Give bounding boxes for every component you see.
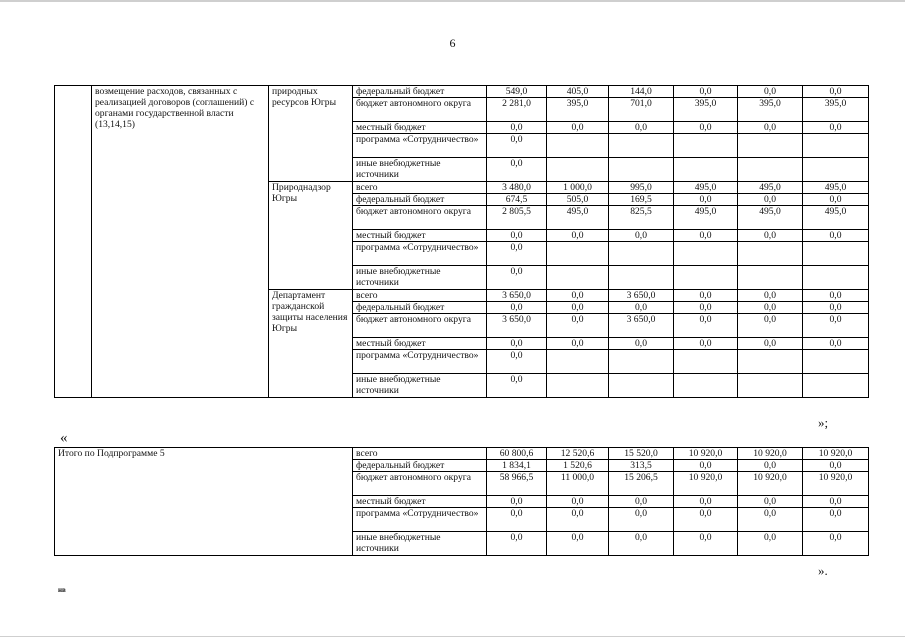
row-number-cell [55,86,92,398]
amount-cell: 1 834,1 [487,460,547,472]
amount-cell: 10 920,0 [803,448,869,460]
amount-cell: 549,0 [487,86,547,98]
amount-cell: 0,0 [803,86,869,98]
amount-cell [609,242,674,266]
amount-cell: 144,0 [609,86,674,98]
amount-cell: 1 520,6 [547,460,609,472]
amount-cell [738,134,803,158]
amount-cell [674,158,738,182]
amount-cell: 0,0 [674,230,738,242]
amount-cell: 10 920,0 [738,448,803,460]
funding-source-cell: всего [353,290,487,302]
amount-cell: 0,0 [738,508,803,532]
funding-source-cell: местный бюджет [353,122,487,134]
amount-cell: 0,0 [674,496,738,508]
amount-cell: 495,0 [803,206,869,230]
opening-quote: « [60,430,68,446]
amount-cell: 0,0 [547,338,609,350]
funding-source-cell: федеральный бюджет [353,460,487,472]
funding-source-cell: иные внебюджетные источники [353,158,487,182]
amount-cell [547,374,609,398]
amount-cell [674,266,738,290]
funding-source-cell: всего [353,448,487,460]
amount-cell: 12 520,6 [547,448,609,460]
funding-source-cell: бюджет автономного округа [353,472,487,496]
funding-source-cell: бюджет автономного округа [353,314,487,338]
amount-cell: 0,0 [487,496,547,508]
amount-cell: 674,5 [487,194,547,206]
amount-cell: 3 650,0 [487,314,547,338]
amount-cell: 0,0 [547,230,609,242]
amount-cell [674,134,738,158]
amount-cell: 1 000,0 [547,182,609,194]
amount-cell [738,374,803,398]
signature-initials: нв [58,586,66,594]
amount-cell: 0,0 [803,302,869,314]
amount-cell [609,134,674,158]
amount-cell: 0,0 [547,314,609,338]
amount-cell: 495,0 [738,206,803,230]
amount-cell: 0,0 [674,460,738,472]
funding-source-cell: федеральный бюджет [353,302,487,314]
amount-cell: 825,5 [609,206,674,230]
amount-cell: 505,0 [547,194,609,206]
amount-cell: 0,0 [487,122,547,134]
table-row [55,448,869,460]
amount-cell: 0,0 [803,508,869,532]
amount-cell: 0,0 [738,86,803,98]
amount-cell: 0,0 [487,374,547,398]
funding-source-cell: всего [353,182,487,194]
amount-cell [674,374,738,398]
executor-cell: Природнадзор Югры [269,182,353,290]
amount-cell: 395,0 [547,98,609,122]
amount-cell: 0,0 [738,230,803,242]
funding-source-cell: программа «Сотрудничество» [353,508,487,532]
amount-cell [738,350,803,374]
amount-cell [609,374,674,398]
amount-cell: 0,0 [609,338,674,350]
amount-cell: 0,0 [609,230,674,242]
amount-cell: 701,0 [609,98,674,122]
amount-cell: 0,0 [609,122,674,134]
amount-cell: 0,0 [803,532,869,556]
amount-cell: 495,0 [547,206,609,230]
amount-cell: 0,0 [487,158,547,182]
amount-cell [547,242,609,266]
amount-cell: 0,0 [487,532,547,556]
amount-cell: 0,0 [674,290,738,302]
funding-source-cell: программа «Сотрудничество» [353,242,487,266]
amount-cell: 0,0 [547,532,609,556]
amount-cell: 0,0 [674,314,738,338]
funding-source-cell: местный бюджет [353,230,487,242]
funding-source-cell: бюджет автономного округа [353,206,487,230]
subprogram-table [54,85,869,398]
total-table [54,447,869,556]
amount-cell: 0,0 [738,496,803,508]
amount-cell: 0,0 [609,532,674,556]
amount-cell: 3 480,0 [487,182,547,194]
amount-cell: 0,0 [803,290,869,302]
amount-cell [803,158,869,182]
amount-cell [738,266,803,290]
amount-cell: 0,0 [738,194,803,206]
amount-cell: 2 805,5 [487,206,547,230]
amount-cell: 495,0 [674,206,738,230]
amount-cell: 0,0 [674,338,738,350]
amount-cell: 0,0 [547,302,609,314]
amount-cell: 0,0 [487,134,547,158]
scan-top-edge [0,0,905,2]
amount-cell [609,266,674,290]
amount-cell: 0,0 [487,266,547,290]
amount-cell: 495,0 [738,182,803,194]
funding-source-cell: федеральный бюджет [353,86,487,98]
closing-quote-1: »; [818,415,829,430]
amount-cell: 0,0 [609,496,674,508]
amount-cell: 0,0 [547,508,609,532]
funding-source-cell: федеральный бюджет [353,194,487,206]
amount-cell [738,158,803,182]
amount-cell [803,242,869,266]
scan-bottom-edge [0,636,905,637]
amount-cell [547,158,609,182]
amount-cell: 0,0 [674,508,738,532]
amount-cell: 0,0 [487,350,547,374]
amount-cell [803,266,869,290]
amount-cell: 0,0 [547,496,609,508]
amount-cell: 0,0 [738,314,803,338]
amount-cell: 2 281,0 [487,98,547,122]
closing-quote-2: ». [818,563,828,578]
amount-cell: 58 966,5 [487,472,547,496]
amount-cell: 0,0 [547,122,609,134]
amount-cell: 0,0 [487,242,547,266]
amount-cell: 0,0 [674,86,738,98]
amount-cell: 0,0 [547,290,609,302]
amount-cell [803,374,869,398]
amount-cell [609,350,674,374]
amount-cell: 0,0 [803,338,869,350]
amount-cell [609,158,674,182]
amount-cell: 495,0 [674,182,738,194]
amount-cell [547,134,609,158]
amount-cell: 405,0 [547,86,609,98]
amount-cell [674,242,738,266]
amount-cell: 0,0 [803,314,869,338]
amount-cell [547,350,609,374]
funding-source-cell: бюджет автономного округа [353,98,487,122]
amount-cell: 15 520,0 [609,448,674,460]
amount-cell [547,266,609,290]
funding-source-cell: местный бюджет [353,496,487,508]
amount-cell: 0,0 [803,496,869,508]
amount-cell: 3 650,0 [487,290,547,302]
amount-cell: 15 206,5 [609,472,674,496]
amount-cell: 0,0 [803,194,869,206]
funding-source-cell: иные внебюджетные источники [353,532,487,556]
amount-cell [803,134,869,158]
amount-cell: 0,0 [738,302,803,314]
table-row [55,86,869,98]
funding-source-cell: иные внебюджетные источники [353,266,487,290]
amount-cell: 0,0 [487,338,547,350]
amount-cell: 395,0 [674,98,738,122]
amount-cell: 10 920,0 [674,448,738,460]
amount-cell: 3 650,0 [609,314,674,338]
executor-cell: природных ресурсов Югры [269,86,353,182]
amount-cell: 0,0 [487,230,547,242]
amount-cell: 0,0 [609,508,674,532]
amount-cell: 0,0 [738,122,803,134]
executor-cell: Департамент гражданской защиты населения Югры [269,290,353,398]
amount-cell: 60 800,6 [487,448,547,460]
amount-cell: 0,0 [674,194,738,206]
amount-cell: 0,0 [674,302,738,314]
amount-cell: 495,0 [803,182,869,194]
page-number: 6 [449,36,456,50]
amount-cell: 313,5 [609,460,674,472]
amount-cell [803,350,869,374]
amount-cell: 395,0 [738,98,803,122]
amount-cell: 995,0 [609,182,674,194]
amount-cell: 10 920,0 [674,472,738,496]
amount-cell [674,350,738,374]
amount-cell: 11 000,0 [547,472,609,496]
amount-cell: 0,0 [803,230,869,242]
total-label-cell: Итого по Подпрограмме 5 [55,448,353,556]
amount-cell: 0,0 [738,460,803,472]
activity-name-cell: возмещение расходов, связанных с реализацией договоров (соглашений) с органами государственной власти (13,14,15) [92,86,269,398]
amount-cell: 0,0 [674,532,738,556]
amount-cell: 0,0 [487,508,547,532]
amount-cell [738,242,803,266]
amount-cell: 169,5 [609,194,674,206]
amount-cell: 0,0 [803,460,869,472]
amount-cell: 3 650,0 [609,290,674,302]
amount-cell: 0,0 [487,302,547,314]
amount-cell: 0,0 [738,338,803,350]
funding-source-cell: программа «Сотрудничество» [353,134,487,158]
amount-cell: 10 920,0 [738,472,803,496]
amount-cell: 0,0 [738,290,803,302]
amount-cell: 0,0 [609,302,674,314]
amount-cell: 0,0 [738,532,803,556]
amount-cell: 0,0 [674,122,738,134]
amount-cell: 10 920,0 [803,472,869,496]
funding-source-cell: программа «Сотрудничество» [353,350,487,374]
amount-cell: 395,0 [803,98,869,122]
funding-source-cell: местный бюджет [353,338,487,350]
funding-source-cell: иные внебюджетные источники [353,374,487,398]
amount-cell: 0,0 [803,122,869,134]
